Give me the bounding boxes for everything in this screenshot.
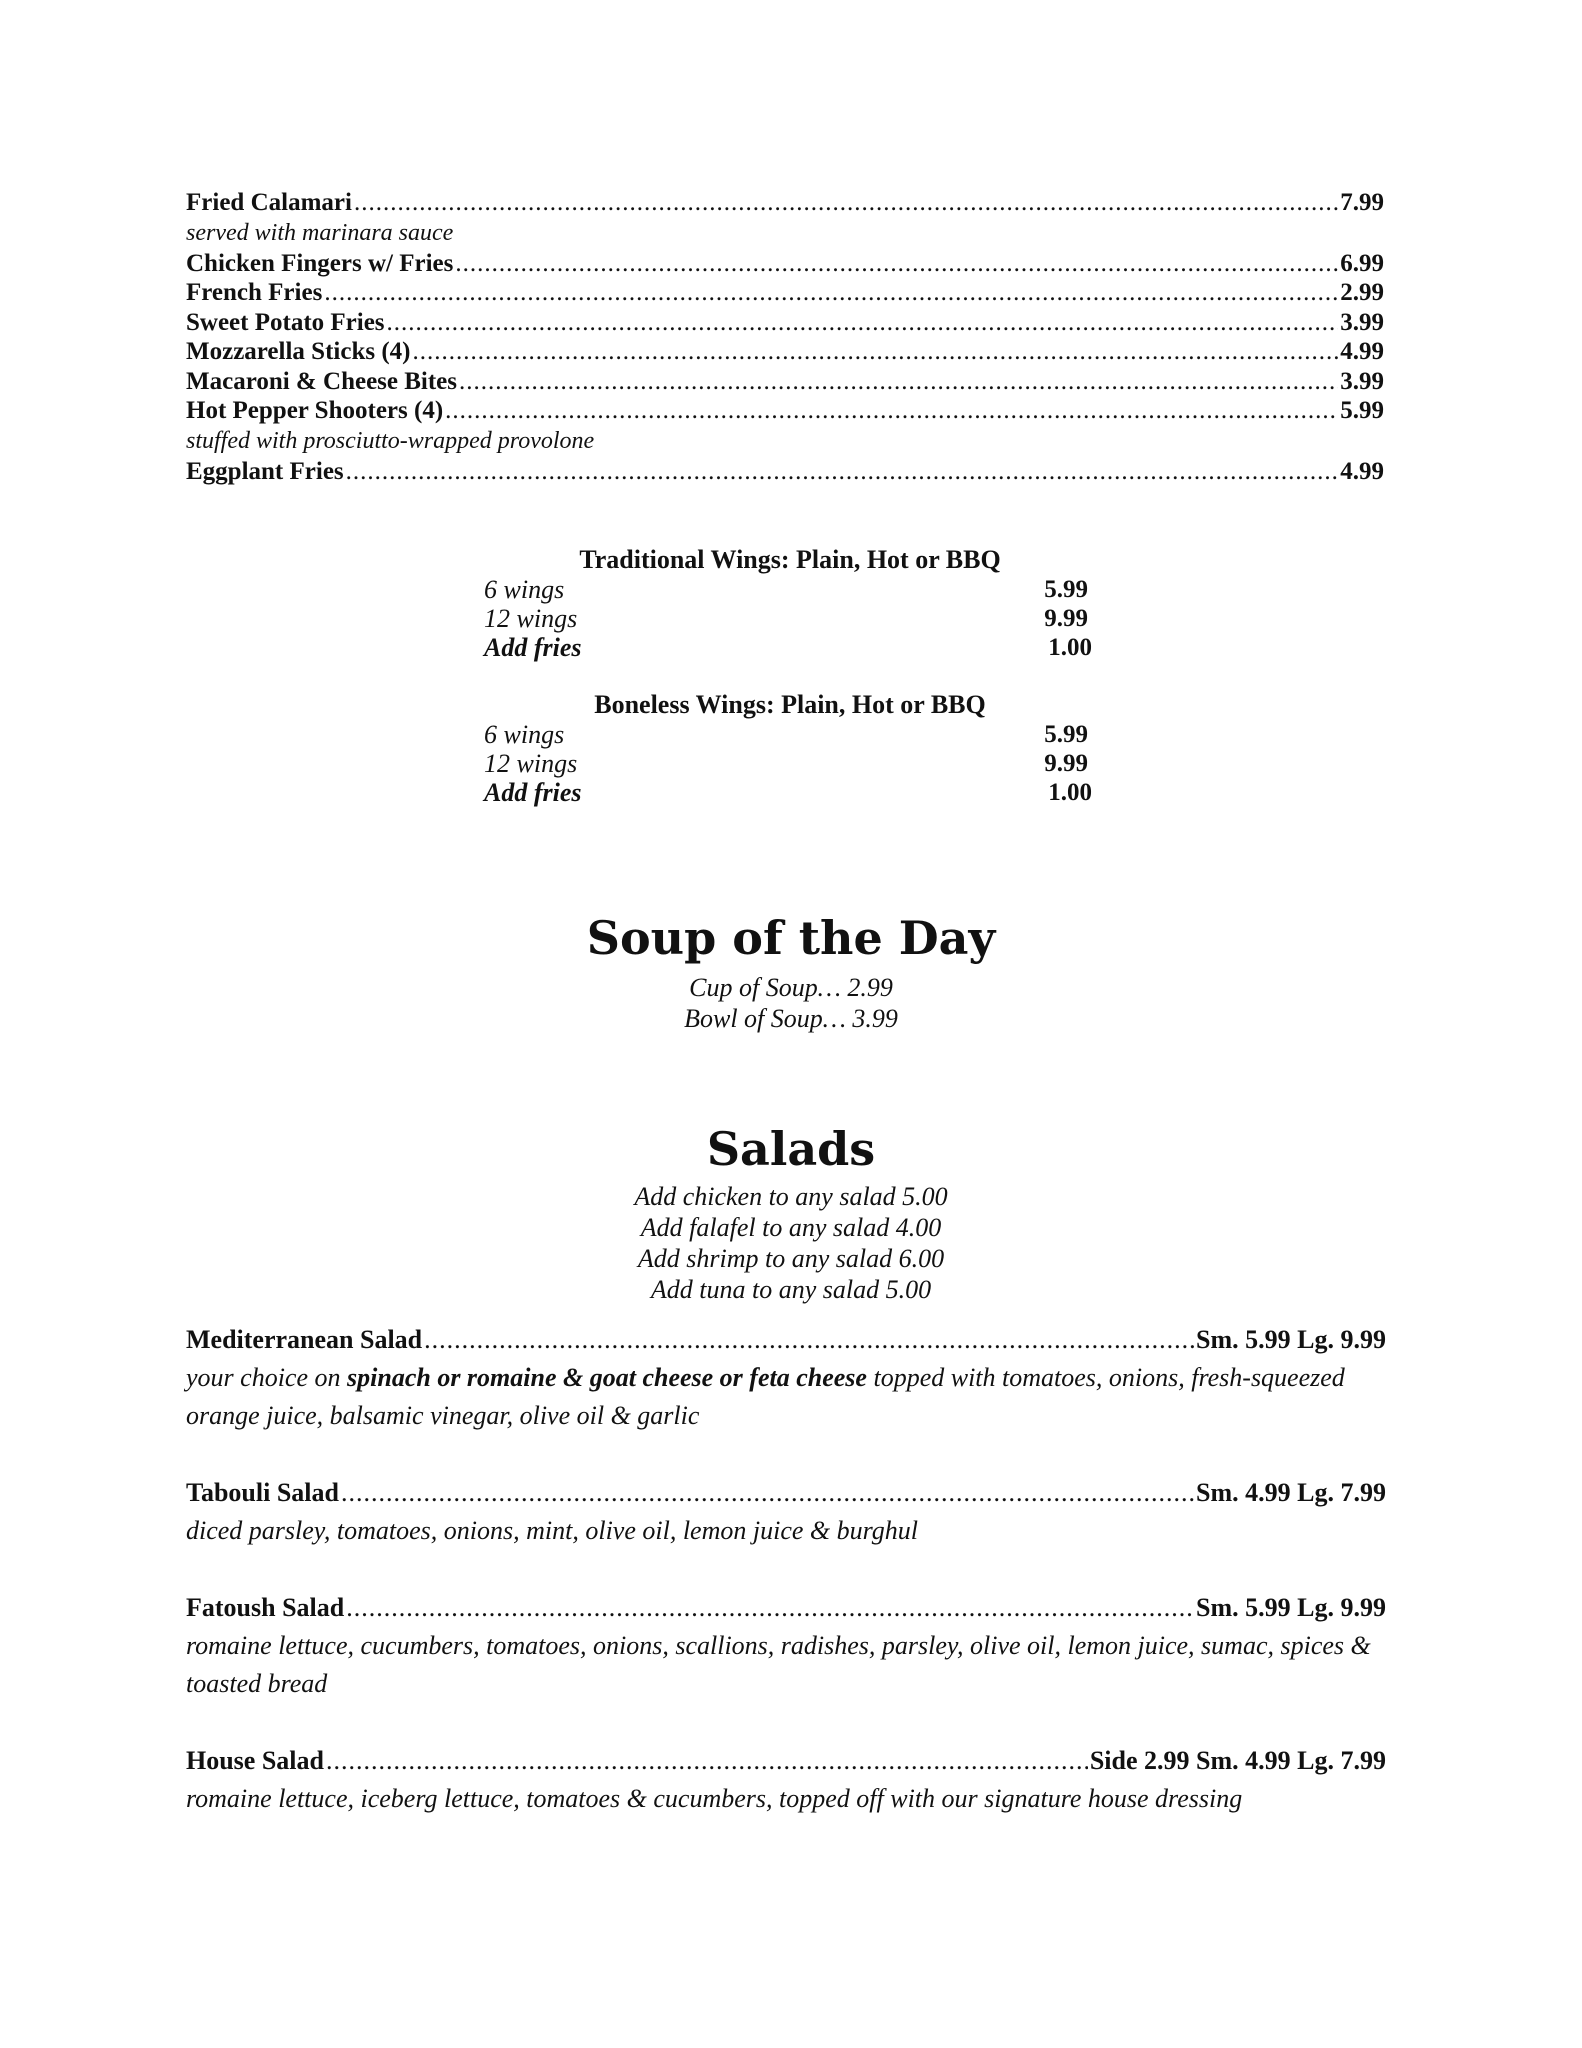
menu-item-fried-calamari <box>186 188 1384 218</box>
menu-item-sweet-potato-fries <box>186 308 1384 338</box>
item-description: served with marinara sauce <box>186 219 454 246</box>
menu-item-mac-cheese-bites <box>186 367 1384 397</box>
dot-leader <box>445 396 1338 426</box>
item-name: Fried Calamari <box>186 189 352 216</box>
menu-item-mediterranean-salad <box>186 1321 1386 1435</box>
menu-item-tabouli-salad <box>186 1474 1386 1550</box>
dot-leader <box>326 1742 1088 1780</box>
item-name: Macaroni & Cheese Bites <box>186 367 458 395</box>
wings-row <box>484 720 1096 749</box>
wings-price: 5.99 <box>1044 576 1088 603</box>
item-name: French Fries <box>186 279 323 306</box>
item-price: Side 2.99 Sm. 4.99 Lg. 7.99 <box>1089 1746 1386 1775</box>
salad-title-row <box>186 1742 1386 1780</box>
item-description: romaine lettuce, cucumbers, tomatoes, onions, scallions, radishes, parsley, olive oil, lemon juice, sumac, spices & toasted bread <box>186 1631 1371 1698</box>
wings-label: 6 wings <box>484 575 565 604</box>
dot-leader <box>324 278 1338 308</box>
item-price: Sm. 5.99 Lg. 9.99 <box>1196 1593 1386 1622</box>
item-name: Eggplant Fries <box>186 457 344 485</box>
desc-text: your choice on <box>186 1363 348 1392</box>
menu-item-house-salad <box>186 1742 1386 1818</box>
wings-row <box>484 604 1096 633</box>
traditional-wings-table <box>484 545 1096 662</box>
item-price: 7.99 <box>1340 189 1384 216</box>
salad-addons <box>0 1181 1582 1305</box>
dot-leader <box>455 249 1338 279</box>
wings-price: 1.00 <box>1048 634 1092 661</box>
wings-label: 12 wings <box>484 604 578 633</box>
dot-leader <box>459 367 1338 397</box>
wings-title: Boneless Wings: Plain, Hot or BBQ <box>594 690 986 719</box>
wings-price: 9.99 <box>1044 750 1088 777</box>
wings-price: 1.00 <box>1048 779 1092 806</box>
item-name: Hot Pepper Shooters (4) <box>186 397 444 424</box>
desc-text: topped with tomatoes, onions, fresh-squeezed orange juice, balsamic vinegar, olive oil & garlic <box>186 1363 1345 1430</box>
wings-row <box>484 633 1096 662</box>
desc-emphasis: spinach or romaine & goat cheese or feta cheese <box>347 1363 867 1392</box>
item-description: romaine lettuce, iceberg lettuce, tomatoes & cucumbers, topped off with our signature house dressing <box>186 1784 1243 1813</box>
soup-line: Cup of Soup… 2.99 <box>689 973 893 1002</box>
menu-item-hot-pepper-shooters <box>186 396 1384 426</box>
item-price: 3.99 <box>1340 308 1384 336</box>
wings-title: Traditional Wings: Plain, Hot or BBQ <box>579 545 1001 574</box>
item-description: diced parsley, tomatoes, onions, mint, olive oil, lemon juice & burghul <box>186 1516 918 1545</box>
item-price: 2.99 <box>1340 279 1384 306</box>
wings-row <box>484 778 1096 807</box>
menu-item-fatoush-salad <box>186 1589 1386 1703</box>
salad-title-row <box>186 1589 1386 1627</box>
dot-leader <box>387 308 1339 338</box>
addon-line: Add shrimp to any salad 6.00 <box>637 1244 945 1273</box>
item-price: 4.99 <box>1340 457 1384 485</box>
dot-leader <box>354 188 1338 218</box>
wings-label: 6 wings <box>484 720 565 749</box>
wings-row <box>484 575 1096 604</box>
addon-line: Add tuna to any salad 5.00 <box>650 1275 932 1304</box>
wings-label: 12 wings <box>484 749 578 778</box>
dot-leader <box>412 337 1338 367</box>
boneless-wings-table <box>484 690 1096 807</box>
soup-prices <box>0 972 1582 1034</box>
dot-leader <box>424 1321 1194 1359</box>
soup-heading: Soup of the Day <box>586 911 996 965</box>
item-price: 3.99 <box>1340 367 1384 395</box>
dot-leader <box>341 1474 1194 1512</box>
salad-title-row <box>186 1474 1386 1512</box>
item-name: House Salad <box>186 1746 324 1775</box>
item-name: Mediterranean Salad <box>186 1325 423 1354</box>
item-name: Chicken Fingers w/ Fries <box>186 249 454 277</box>
menu-item-mozzarella-sticks <box>186 337 1384 367</box>
menu-item-chicken-fingers <box>186 249 1384 279</box>
item-description: stuffed with prosciutto-wrapped provolone <box>186 427 595 454</box>
item-price: Sm. 4.99 Lg. 7.99 <box>1196 1478 1386 1507</box>
item-price: Sm. 5.99 Lg. 9.99 <box>1196 1325 1386 1354</box>
dot-leader <box>346 457 1339 487</box>
appetizers-list <box>186 188 1384 486</box>
soup-line: Bowl of Soup… 3.99 <box>684 1004 898 1033</box>
menu-item-french-fries <box>186 278 1384 308</box>
item-description <box>186 1359 1386 1435</box>
item-name: Mozzarella Sticks (4) <box>186 338 411 365</box>
addon-line: Add chicken to any salad 5.00 <box>634 1182 948 1211</box>
item-price: 4.99 <box>1340 338 1384 365</box>
item-price: 5.99 <box>1340 397 1384 424</box>
item-name: Sweet Potato Fries <box>186 308 385 336</box>
menu-item-eggplant-fries <box>186 457 1384 487</box>
salads-heading: Salads <box>706 1122 876 1176</box>
addon-line: Add falafel to any salad 4.00 <box>640 1213 942 1242</box>
wings-row <box>484 749 1096 778</box>
item-name: Tabouli Salad <box>186 1478 339 1507</box>
wings-price: 5.99 <box>1044 721 1088 748</box>
wings-price: 9.99 <box>1044 605 1088 632</box>
item-price: 6.99 <box>1340 249 1384 277</box>
item-name: Fatoush Salad <box>186 1593 345 1622</box>
salad-title-row <box>186 1321 1386 1359</box>
dot-leader <box>346 1589 1194 1627</box>
wings-label: Add fries <box>484 633 582 662</box>
wings-label: Add fries <box>484 778 582 807</box>
